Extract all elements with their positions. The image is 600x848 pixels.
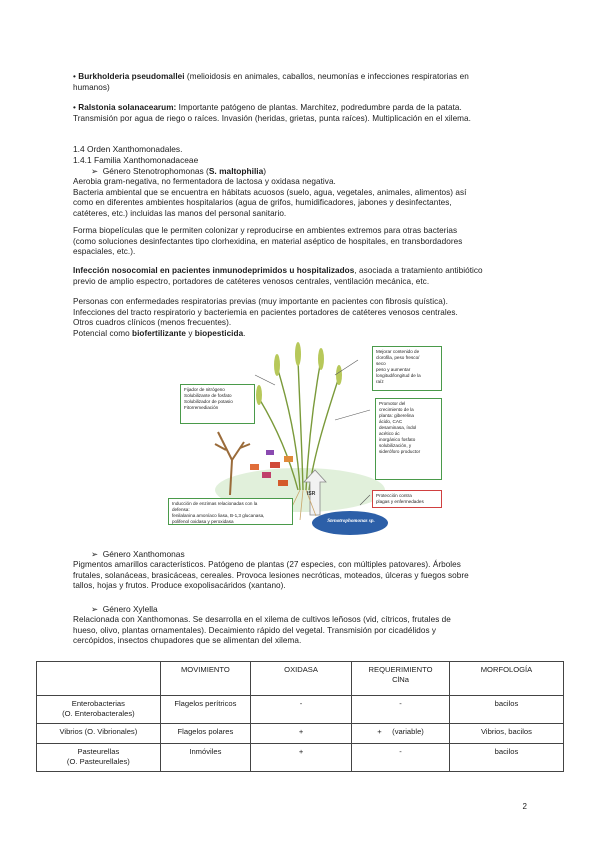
figure-box-chlorophyll: Mejorar contenido de clorofila, peso fresco/ seco peso y aumentar longitud/longitud de la raíz xyxy=(372,346,442,391)
ralstonia-text: Importante patógeno de plantas. Marchitez, podredumbre parda de la patata. xyxy=(176,103,462,112)
isr-label: ISR xyxy=(307,491,316,497)
figure-box-pest-protection: Protección contra plagas y enfermedades xyxy=(372,490,442,508)
ralstonia-text-2: Transmisión por agua de riego o raíces. Invasión (heridas, grietas, punta raíces). Multiplicación en el xilema. xyxy=(73,113,471,123)
paragraph-xanthomonas: Pigmentos amarillos característicos. Patógeno de plantas (27 especies, con múltiples patovares). Árboles frutales, solanáceas, brasicáceas, cereales. Provoca lesiones necróticas, moteados, úlceras y fuegos sobre tallos, hojas y frutos. Produce exopolisacáridos (xantano). xyxy=(73,560,469,591)
burkholderia-text: (melioidosis en animales, caballos, neumonías e infecciones respiratorias en xyxy=(184,72,469,81)
genus-stenotrophomonas-heading: ➢ Género Stenotrophomonas (S. maltophilia) xyxy=(91,166,267,176)
order-heading: 1.4 Orden Xanthomonadales. xyxy=(73,144,183,154)
header-oxidasa: OXIDASA xyxy=(251,662,352,696)
row-name: Enterobacterias (O. Enterobacterales) xyxy=(37,696,161,724)
figure-box-growth-promoter: Promotor del crecimiento de la planta: giberelina ácido, CAC desaminasa, índol acético ác inorgánico fosfato solubilización, y sideróforo productor xyxy=(375,398,442,480)
arrow-bullet: ➢ xyxy=(91,166,99,176)
paragraph-ecology: Aerobia gram-negativa, no fermentadora de lactosa y oxidasa negativa. Bacteria ambiental que se encuentra en hábitats acuosos (suelo, agua, vegetales, animales, alimentos) así como en diferentes ambientes hospitalarios (agua de grifos, humidificadores, jabones y desinfectantes, catéteres, etc.) incluidas las manos del personal sanitario. xyxy=(73,177,467,218)
figure-box-nitrogen: Fijador de nitrógeno Solubilizante de fosfato Solubilizador de potasio Fitorremediación xyxy=(180,384,255,424)
genus-xylella-heading: ➢ Género Xylella xyxy=(91,604,158,614)
header-requerimiento: REQUERIMIENTO ClNa xyxy=(352,662,450,696)
burkholderia-text-2: humanos) xyxy=(73,82,110,92)
plant-figure xyxy=(160,340,450,540)
paragraph-respiratory: Personas con enfermedades respiratorias previas (muy importante en pacientes con fibrosis quística). Infecciones del tracto respiratorio y bacteriemia en pacientes portadores de catéteres venosos centrales. Otros cuadros clínicos (menos frecuentes). Potencial como biofertilizante y biopesticida. xyxy=(73,297,458,338)
bullet-ralstonia: • Ralstonia solanacearum: Importante patógeno de plantas. Marchitez, podredumbre parda de la patata. Transmisión por agua de riego o raíces. Invasión (heridas, grietas, punta raíces). Multiplicación en el xilema. xyxy=(73,103,471,123)
paragraph-nosocomial: Infección nosocomial en pacientes inmunodeprimidos u hospitalizados, asociada a tratamiento antibiótico previo de amplio espectro, portadores de catéteres venosos centrales, ventilación mecánica, etc. xyxy=(73,266,483,286)
ralstonia-name: Ralstonia solanacearum: xyxy=(78,103,177,112)
header-morfologia: MORFOLOGÍA xyxy=(449,662,563,696)
bullet-burkholderia: • Burkholderia pseudomallei (melioidosis en animales, caballos, neumonías e infecciones respiratorias en humanos) xyxy=(73,72,469,92)
row-name: Vibrios (O. Vibrionales) xyxy=(37,724,161,744)
family-heading: 1.4.1 Familia Xanthomonadaceae xyxy=(73,155,199,165)
paragraph-xylella: Relacionada con Xanthomonas. Se desarrolla en el xilema de cultivos leñosos (vid, cítricos, frutales de hueso, olivo, plantas ornamentales). Decaimiento rápido del vegetal. Transmisión por cicadélidos y cercópidos, insectos chupadores que se alimentan del xilema. xyxy=(73,615,451,646)
table-row: Vibrios (O. Vibrionales) Flagelos polares + + (variable) Vibrios, bacilos xyxy=(37,724,564,744)
paragraph-biofilm: Forma biopelículas que le permiten colonizar y reproducirse en ambientes extremos para otras bacterias (como soluciones desinfectantes tipo clorhexidina, en material aséptico de hospitales, en transbordadores espaciales, etc.). xyxy=(73,226,463,257)
page-number: 2 xyxy=(522,802,527,811)
bacterium-label: Stenotrophomonas sp. xyxy=(327,518,375,524)
genus-xanthomonas-heading: ➢ Género Xanthomonas xyxy=(91,549,185,559)
row-name: Pasteurellas (O. Pasteurellales) xyxy=(37,744,161,772)
table-header-row xyxy=(37,662,564,696)
burkholderia-name: Burkholderia pseudomallei xyxy=(78,72,185,81)
header-movimiento: MOVIMIENTO xyxy=(160,662,250,696)
table-row: Enterobacterias (O. Enterobacterales) Flagelos perítricos - - bacilos xyxy=(37,696,564,724)
table-row: Pasteurellas (O. Pasteurellales) Inmóviles + - bacilos xyxy=(37,744,564,772)
comparison-table xyxy=(36,661,564,772)
figure-box-defense-enzymes: Inducción de enzimas relacionadas con la defensa: fenilalanina amoníaco liasa, B-1,3 glucanasa, polifenol oxidasa y peroxidasa xyxy=(168,498,293,525)
